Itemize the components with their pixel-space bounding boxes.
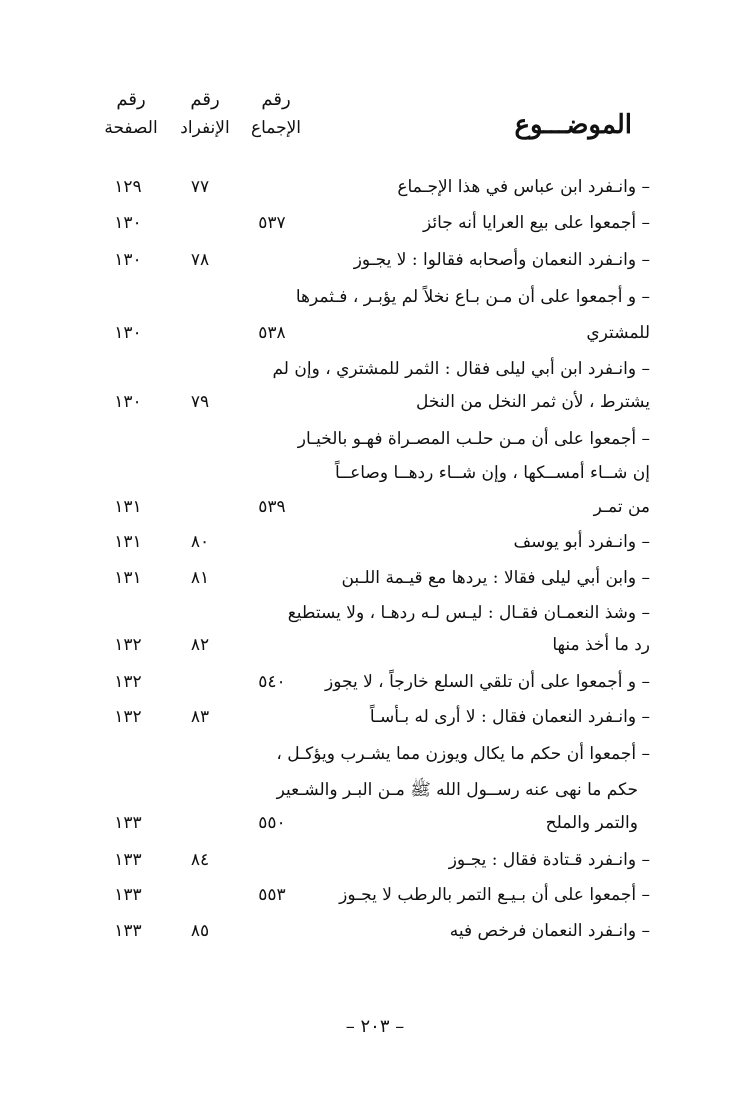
ijma-number: ٥٥٠ (258, 813, 286, 833)
ijma-number: ٥٥٣ (258, 885, 286, 905)
index-row (0, 490, 750, 530)
page-number: ١٣١ (114, 568, 142, 588)
entry-text: – وابن أبي ليلى فقالا : يردها مع قيـمة اللـبن (341, 568, 650, 588)
entry-text: – و أجمعوا على أن تلقي السلع خارجاً ، لا يجوز (324, 672, 650, 692)
infirad-number: ٧٨ (190, 250, 210, 270)
entry-text: – وانـفرد ابن أبي ليلى فقال : الثمر للمشتري ، وإن لم (272, 359, 650, 379)
page-number: ١٣٠ (114, 323, 142, 343)
infirad-number: ٨٢ (190, 635, 210, 655)
index-row (0, 843, 750, 883)
index-row (0, 878, 750, 918)
entry-text: – وشذ النعمـان فقـال : ليـس لـه ردهـا ، ولا يستطيع (287, 603, 650, 623)
entry-text: – أجمعوا على بيع العرايا أنه جائز (422, 213, 650, 233)
header-ijma-top: رقم (261, 89, 291, 110)
entry-text: للمشتري (586, 323, 650, 343)
index-row (0, 170, 750, 210)
entry-text: يشترط ، لأن ثمر النخل من النخل (416, 392, 650, 412)
index-row (0, 525, 750, 565)
entry-text: – وانـفرد النعمان فقال : لا أرى له بـأسـاً (369, 707, 650, 727)
entry-text: – وانـفرد النعمان فرخص فيه (449, 921, 650, 941)
page-number: ١٣٣ (114, 813, 142, 833)
page-number: ١٢٩ (114, 177, 142, 197)
page-number: ١٣٠ (114, 392, 142, 412)
entry-text: حكم ما نهى عنه رســول الله ﷺ مـن البـر والشـعير (276, 780, 638, 800)
entry-text: – وانـفرد قـتادة فقال : يجـوز (448, 850, 650, 870)
index-row (0, 806, 750, 846)
entry-text: رد ما أخذ منها (552, 635, 650, 655)
infirad-number: ٨٤ (190, 850, 210, 870)
page-number: ١٣٢ (114, 672, 142, 692)
ijma-number: ٥٤٠ (258, 672, 286, 692)
index-row (0, 385, 750, 425)
page-number: ١٣٠ (114, 250, 142, 270)
infirad-number: ٨٥ (190, 921, 210, 941)
header-ijma-bottom: الإجماع (250, 118, 302, 138)
infirad-number: ٨١ (190, 568, 210, 588)
header-page-top: رقم (116, 89, 146, 110)
header-infirad-top: رقم (190, 89, 220, 110)
entry-text: – و أجمعوا على أن مـن بـاع نخلاً لم يؤبـر ، فـثمرها (295, 287, 650, 307)
index-row (0, 561, 750, 601)
entry-text: والتمر والملح (545, 813, 638, 833)
entry-text: إن شــاء أمســكها ، وإن شــاء ردهــا وصاعــاً (334, 463, 650, 483)
entry-text: – أجمعوا على أن مـن حلـب المصـراة فهـو بالخيـار (297, 429, 650, 449)
index-row (0, 280, 750, 320)
entry-text: – وانـفرد ابن عباس في هذا الإجـماع (397, 177, 650, 197)
page-number: ١٣٣ (114, 921, 142, 941)
ijma-number: ٥٣٧ (258, 213, 286, 233)
page-number: ١٣٣ (114, 885, 142, 905)
infirad-number: ٧٩ (190, 392, 210, 412)
index-row (0, 628, 750, 668)
infirad-number: ٧٧ (190, 177, 210, 197)
page-number: ١٣٢ (114, 635, 142, 655)
page-number: ١٣٠ (114, 213, 142, 233)
header-infirad-column (174, 86, 236, 142)
infirad-number: ٨٣ (190, 707, 210, 727)
header-infirad-bottom: الإنفراد (180, 118, 230, 138)
page-number: ١٣٢ (114, 707, 142, 727)
subject-header: الموضـــوع (514, 110, 632, 140)
entry-text: – وانـفرد أبو يوسف (513, 532, 650, 552)
index-row (0, 700, 750, 740)
header-page-column (96, 86, 166, 142)
page-number: ١٣١ (114, 497, 142, 517)
entry-text: من تمـر (593, 497, 650, 517)
page-number: ١٣١ (114, 532, 142, 552)
index-row (0, 737, 750, 777)
entry-text: – أجمعوا أن حكم ما يكال ويوزن مما يشـرب ويؤكـل ، (276, 744, 650, 764)
index-row (0, 206, 750, 246)
infirad-number: ٨٠ (190, 532, 210, 552)
header-ijma-column (244, 86, 308, 142)
ijma-number: ٥٣٨ (258, 323, 286, 343)
entry-text: – وانـفرد النعمان وأصحابه فقالوا : لا يجـوز (353, 250, 650, 270)
index-row (0, 914, 750, 954)
entry-text: – أجمعوا على أن بـيـع التمر بالرطب لا يجـوز (339, 885, 650, 905)
page-footer-number: – ٢٠٣ – (345, 1016, 405, 1037)
header-page-bottom: الصفحة (104, 118, 158, 138)
ijma-number: ٥٣٩ (258, 497, 286, 517)
index-row (0, 316, 750, 356)
index-row (0, 243, 750, 283)
index-row (0, 665, 750, 705)
page-number: ١٣٣ (114, 850, 142, 870)
